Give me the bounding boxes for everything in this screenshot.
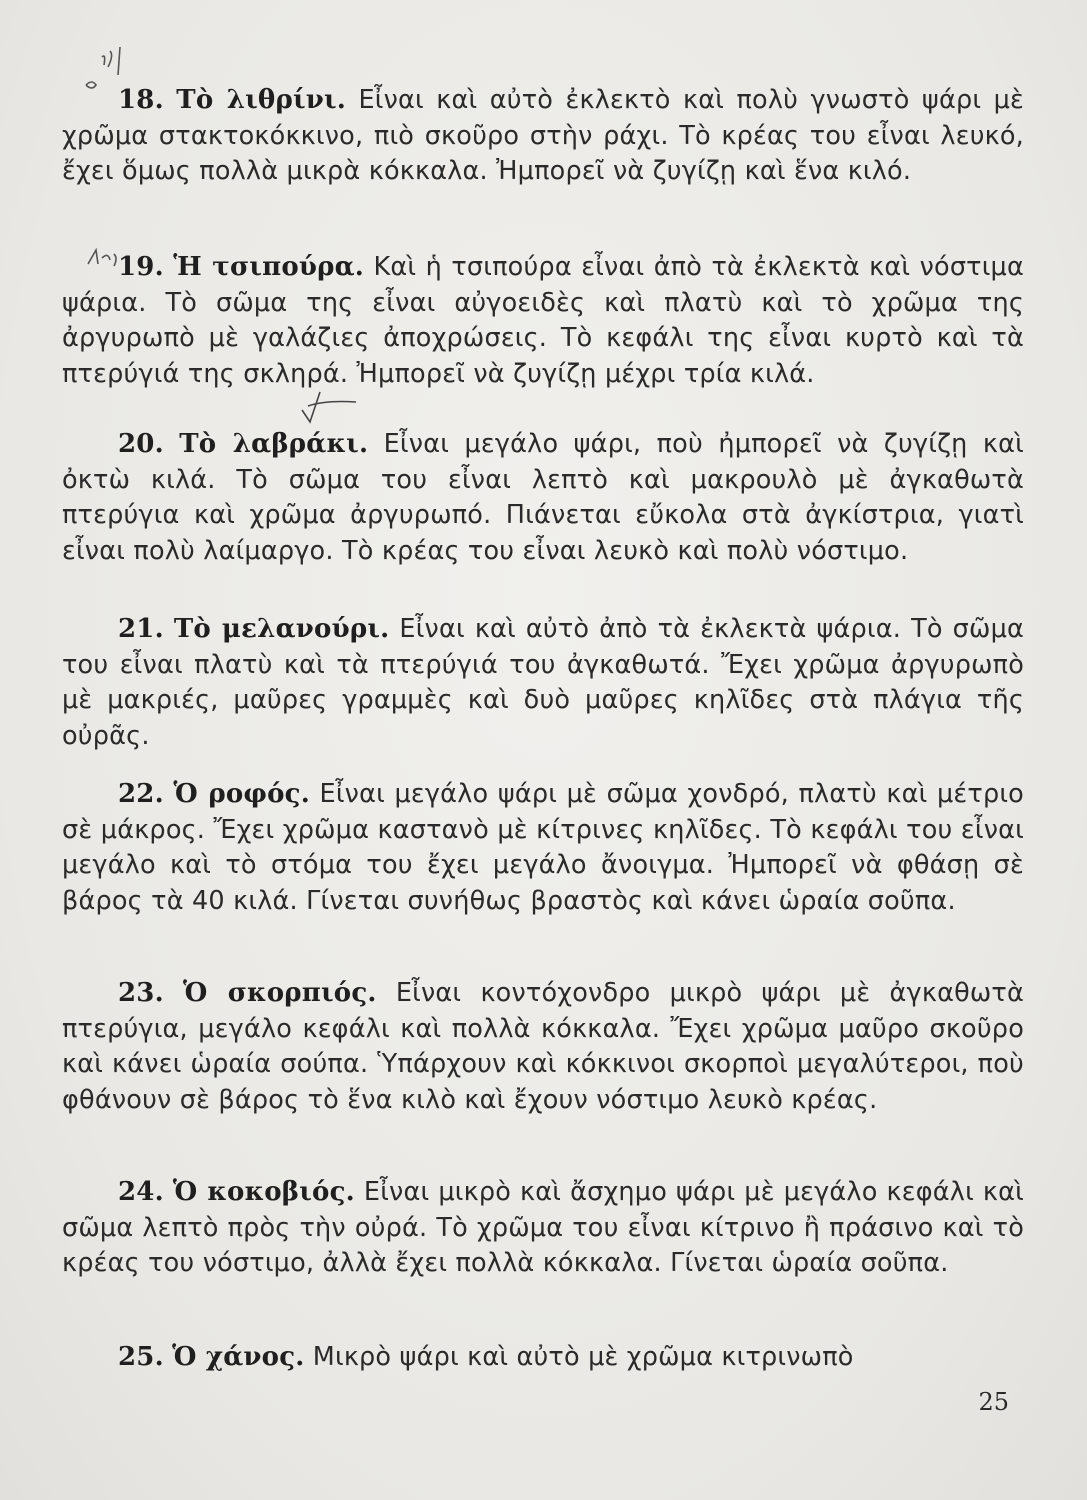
entry-24 [62, 1175, 1024, 1282]
entry-number: 18. [118, 85, 164, 115]
entry-number: 19. [118, 252, 164, 282]
entry-21 [62, 612, 1024, 754]
entry-text: Εἶναι κοντόχονδρο μικρὸ ψάρι μὲ ἀγκαθωτὰ πτερύγια, μεγάλο κεφάλι καὶ πολλὰ κόκκαλα. Ἔχει χρῶμα μαῦρο σκοῦρο καὶ κάνει ὡραία σούπα. Ὑπάρχουν καὶ κόκκινοι σκορποὶ μεγαλύτεροι, ποὺ φθάνουν σὲ βάρος τὸ ἕνα κιλὸ καὶ ἔχουν νόστιμο λευκὸ κρέας. [62, 978, 1024, 1115]
entry-23 [62, 976, 1024, 1118]
page-number: 25 [978, 1388, 1009, 1416]
entry-title: Τὸ μελανούρι. [173, 614, 390, 644]
entry-text: Εἶναι μεγάλο ψάρι μὲ σῶμα χονδρό, πλατὺ καὶ μέτριο σὲ μάκρος. Ἔχει χρῶμα καστανὸ μὲ κίτρινες κηλῖδες. Τὸ κεφάλι του εἶναι μεγάλο καὶ τὸ στόμα του ἔχει μεγάλο ἄνοιγμα. Ἠμπορεῖ νὰ φθάσῃ σὲ βάρος τὰ 40 κιλά. Γίνεται συνήθως βραστὸς καὶ κάνει ὡραία σοῦπα. [62, 779, 1024, 916]
entry-text: Εἶναι καὶ αὐτὸ ἐκλεκτὸ καὶ πολὺ γνωστὸ ψάρι μὲ χρῶμα στακτοκόκκινο, πιὸ σκοῦρο στὴν ράχι. Τὸ κρέας του εἶναι λευκό, ἔχει ὅμως πολλὰ μικρὰ κόκκαλα. Ἠμπορεῖ νὰ ζυγίζῃ καὶ ἕνα κιλό. [62, 85, 1025, 187]
entry-number: 25. [118, 1342, 164, 1372]
entry-text: Εἶναι καὶ αὐτὸ ἀπὸ τὰ ἐκλεκτὰ ψάρια. Τὸ σῶμα του εἶναι πλατὺ καὶ τὰ πτερύγιά του ἀγκαθωτά. Ἔχει χρῶμα ἀργυρωπὸ μὲ μακριές, μαῦρες γραμμὲς καὶ δυὸ μαῦρες κηλῖδες στὰ πλάγια τῆς οὐρᾶς. [62, 614, 1025, 751]
entry-number: 24. [118, 1177, 164, 1207]
entry-25 [62, 1340, 1024, 1376]
entry-title: Τὸ λαβράκι. [179, 429, 369, 459]
entry-number: 22. [118, 779, 164, 809]
entry-title: Ὁ σκορπιός. [183, 978, 377, 1008]
entry-18 [62, 83, 1024, 190]
entry-title: Ὁ χάνος. [172, 1342, 305, 1372]
entry-title: Ὁ ροφός. [173, 779, 310, 809]
entry-title: Τὸ λιθρίνι. [176, 85, 347, 115]
entry-text: Μικρὸ ψάρι καὶ αὐτὸ μὲ χρῶμα κιτρινωπὸ [304, 1342, 854, 1372]
entry-19 [62, 250, 1024, 392]
pencil-tick-mark [296, 388, 366, 428]
entry-title: Ὁ κοκοβιός. [172, 1177, 355, 1207]
entry-text: Εἶναι μικρὸ καὶ ἄσχημο ψάρι μὲ μεγάλο κεφάλι καὶ σῶμα λεπτὸ πρὸς τὴν οὐρά. Τὸ χρῶμα του εἶναι κίτρινο ἢ πράσινο καὶ τὸ κρέας του νόστιμο, ἀλλὰ ἔχει πολλὰ κόκκαλα. Γίνεται ὡραία σοῦπα. [62, 1177, 1024, 1279]
entry-number: 20. [118, 429, 164, 459]
entry-number: 21. [118, 614, 164, 644]
entry-20 [62, 427, 1024, 569]
entry-text: Καὶ ἡ τσιπούρα εἶναι ἀπὸ τὰ ἐκλεκτὰ καὶ νόστιμα ψάρια. Τὸ σῶμα της εἶναι αὐγοειδὲς καὶ πλατὺ καὶ τὸ χρῶμα της ἀργυρωπὸ μὲ γαλάζιες ἀποχρώσεις. Τὸ κεφάλι της εἶναι κυρτὸ καὶ τὰ πτερύγιά της σκληρά. Ἠμπορεῖ νὰ ζυγίζῃ μέχρι τρία κιλά. [62, 252, 1024, 389]
entry-text: Εἶναι μεγάλο ψάρι, ποὺ ἠμπορεῖ νὰ ζυγίζῃ καὶ ὀκτὼ κιλά. Τὸ σῶμα του εἶναι λεπτὸ καὶ μακρουλὸ μὲ ἀγκαθωτὰ πτερύγια καὶ χρῶμα ἀργυρωπό. Πιάνεται εὔκολα στὰ ἀγκίστρια, γιατὶ εἶναι πολὺ λαίμαργο. Τὸ κρέας του εἶναι λευκὸ καὶ πολὺ νόστιμο. [62, 429, 1024, 566]
entry-number: 23. [118, 978, 164, 1008]
entry-22 [62, 777, 1024, 919]
entry-title: Ἡ τσιπούρα. [173, 252, 365, 282]
